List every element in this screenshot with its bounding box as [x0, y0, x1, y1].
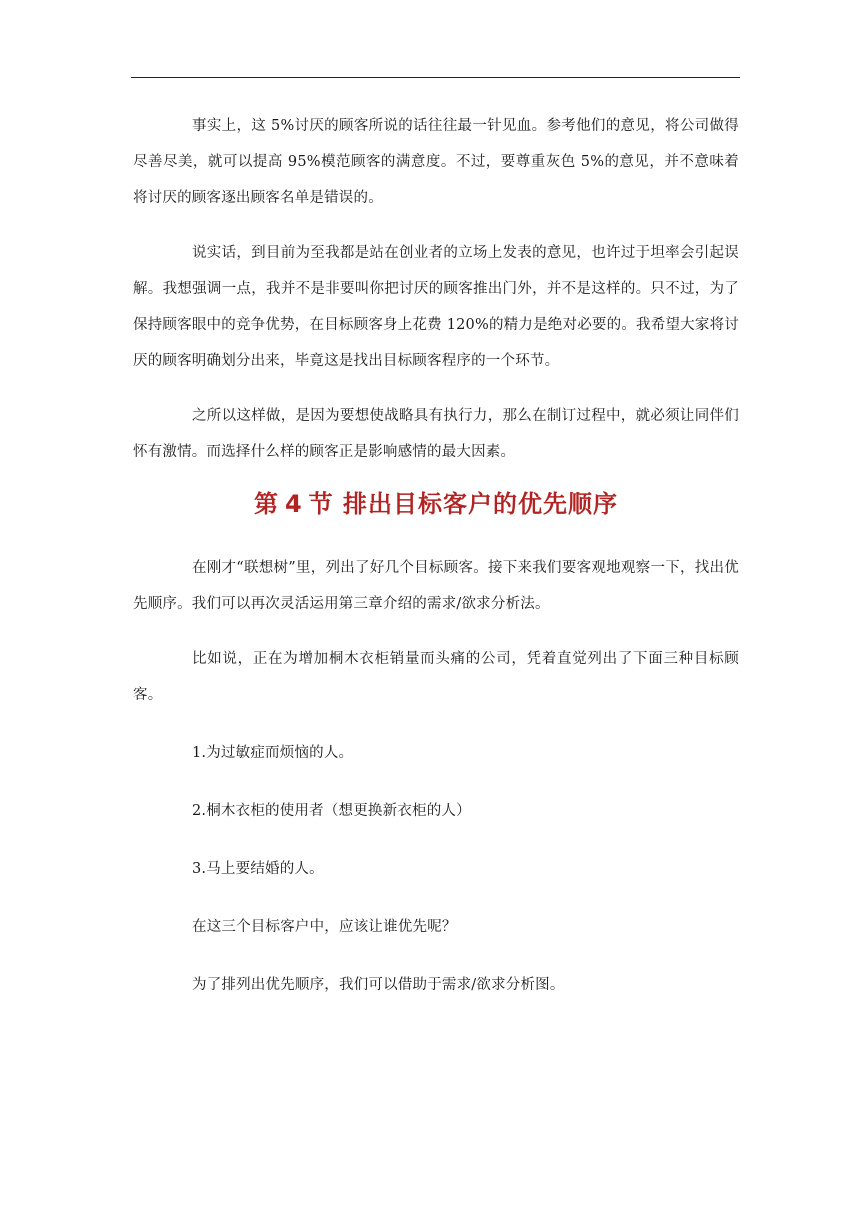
paragraph-1: 事实上，这 5%讨厌的顾客所说的话往往最一针见血。参考他们的意见，将公司做得尽善尽美，就可以提高 95%模范顾客的满意度。不过，要尊重灰色 5%的意见，并不意味着将讨厌的顾客逐出顾客名单是错误的。: [133, 118, 739, 206]
paragraph-2: 说实话，到目前为至我都是站在创业者的立场上发表的意见，也许过于坦率会引起误解。我想强调一点，我并不是非要叫你把讨厌的顾客推出门外，并不是这样的。只不过，为了保持顾客眼中的竞争优势，在目标顾客身上花费 120%的精力是绝对必要的。我希望大家将讨厌的顾客明确划分出来，毕竟这是找出目标顾客程序的一个环节。: [133, 245, 739, 369]
paragraph-3: 之所以这样做，是因为要想使战略具有执行力，那么在制订过程中，就必须让同伴们怀有激情。而选择什么样的顾客正是影响感情的最大因素。: [133, 408, 739, 460]
list-item-3: 3.马上要结婚的人。: [192, 861, 324, 877]
section-number: 4: [284, 490, 303, 518]
section-prefix: 第: [253, 490, 279, 518]
closing-statement: 为了排列出优先顺序，我们可以借助于需求/欲求分析图。: [192, 977, 565, 993]
list-item-1: 1.为过敏症而烦恼的人。: [192, 745, 354, 761]
section-heading: [133, 484, 739, 524]
header-rule: [131, 77, 740, 78]
page-content: [133, 108, 739, 1003]
section-suffix: 节: [308, 490, 334, 518]
list-item-2: 2.桐木衣柜的使用者（想更换新衣柜的人）: [192, 803, 471, 819]
paragraph-4: 在刚才“联想树”里，列出了好几个目标顾客。接下来我们要客观地观察一下，找出优先顺序。我们可以再次灵活运用第三章介绍的需求/欲求分析法。: [133, 560, 739, 612]
paragraph-5: 比如说，正在为增加桐木衣柜销量而头痛的公司，凭着直觉列出了下面三种目标顾客。: [133, 651, 739, 703]
section-title-text: 排出目标客户的优先顺序: [343, 490, 619, 518]
closing-question: 在这三个目标客户中，应该让谁优先呢？: [192, 919, 457, 935]
